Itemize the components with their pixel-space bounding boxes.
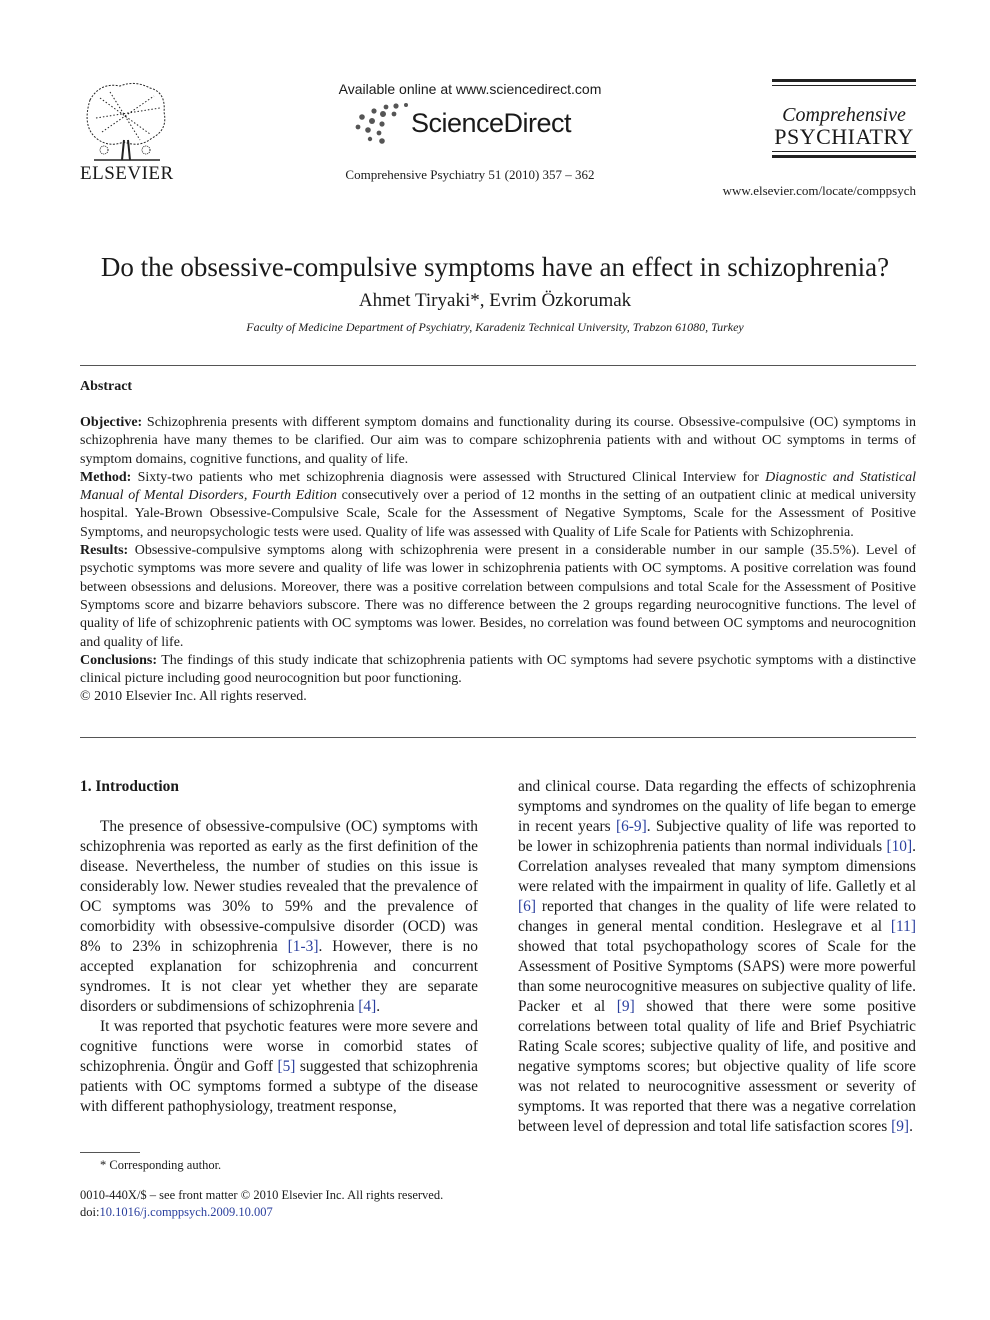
- journal-logo-line1: Comprehensive: [782, 104, 906, 126]
- citation-link[interactable]: [6]: [518, 898, 536, 915]
- abstract-objective: Objective: Schizophrenia presents with different symptom domains and functionality during its course. Obsessive-compulsive (OC) symptoms in schizophrenia have many themes to be clarified. Our aim was to compare schizophrenia patients with and without OC symptoms in terms of symptom domains, cognitive functions, and quality of life.: [80, 415, 917, 467]
- journal-logo-rule: [772, 79, 916, 82]
- intro-paragraph-2: It was reported that psychotic features were more severe and cognitive functions were worse in comorbid states of schizophrenia. Öngür and Goff [5] suggested that schizophrenia patients with OC symptoms formed a subtype of the disease with different pathophysiology, treatment response,: [80, 1018, 478, 1115]
- citation-link[interactable]: [5]: [277, 1058, 296, 1075]
- abstract-body: [80, 414, 916, 707]
- intro-paragraph-2-continued: and clinical course. Data regarding the effects of schizophrenia symptoms and syndromes on the quality of life began to emerge in recent years [6-9]. Subjective quality of life was reported to be lower in schizophrenia patients than normal individuals [10]. Correlation analyses revealed that many symptom dimensions were related with the impairment in quality of life. Galletly et al [6] reported that changes in the quality of life were related to changes in general mental condition. Heslegrave et al [11] showed that total psychopathology scores of Scale for the Assessment of Positive Symptoms (SAPS) were more powerful than some neurocognitive measures on subjective quality of life. Packer et al [9] showed that there were some positive correlations between total quality of life and Brief Psychiatric Rating Scale scores; subjective quality of life, and positive and negative symptoms scores; but objective quality of life score was not related to neurocognitive assessment or severity of symptoms. It was reported that there was a negative correlation between level of depression and total life satisfaction scores [9].: [518, 778, 916, 1135]
- citation-link[interactable]: [9]: [616, 998, 635, 1015]
- article-title: Do the obsessive-compulsive symptoms have an effect in schizophrenia?: [100, 252, 890, 282]
- journal-logo-rule: [772, 155, 916, 158]
- abstract-method: Method: Sixty-two patients who met schizophrenia diagnosis were assessed with Structured Clinical Interview for Diagnostic and Statistical Manual of Mental Disorders, Fourth Edition consecutively over a period of 12 months in the setting of an outpatient clinic at medical university hospital. Yale-Brown Obsessive-Compulsive Scale, Scale for the Assessment of Negative Symptoms, Scale for the Assessment of Positive Symptoms, and neuropsychologic tests were used. Quality of life was assessed with Quality of Life Scale for Patients with Schizophrenia.: [80, 469, 916, 540]
- corresponding-author-note: * Corresponding author.: [100, 1158, 222, 1172]
- citation-link[interactable]: [9]: [891, 1118, 910, 1135]
- abstract-bottom-rule: [80, 737, 916, 738]
- footnote-rule: [80, 1152, 140, 1153]
- author-affiliation: Faculty of Medicine Department of Psychiatry, Karadeniz Technical University, Trabzon 61080, Turkey: [246, 320, 744, 334]
- publisher-name: ELSEVIER: [80, 163, 174, 184]
- abstract-copyright: © 2010 Elsevier Inc. All rights reserved.: [80, 689, 307, 705]
- doi-link[interactable]: 10.1016/j.comppsych.2009.10.007: [99, 1205, 273, 1219]
- section-heading-introduction: 1. Introduction: [80, 778, 179, 795]
- left-column: [80, 777, 478, 1117]
- citation-link[interactable]: [4]: [358, 998, 377, 1015]
- available-online-text[interactable]: Available online at www.sciencedirect.com: [338, 81, 602, 97]
- journal-url[interactable]: www.elsevier.com/locate/comppsych: [722, 183, 916, 198]
- citation-link[interactable]: [6-9]: [615, 818, 647, 835]
- abstract-conclusions: Conclusions: The findings of this study indicate that schizophrenia patients with OC symptoms had severe psychotic symptoms with a distinctive clinical picture including good neurocognition but poor functioning.: [80, 652, 916, 687]
- abstract-results: Results: Obsessive-compulsive symptoms along with schizophrenia were present in a considerable number in our sample (35.5%). Level of psychotic symptoms was more severe and quality of life was lower in schizophrenia patients with OC symptoms. A positive correlation was found between obsessions and delusions. Moreover, there was a positive correlation between compulsions and total Scale for the Assessment of Positive Symptoms score and bizarre behaviors subscore. There was no difference between the 2 groups regarding neurocognitive functions. The level of quality of life of schizophrenic patients with OC symptoms was lower. Besides, no correlation was found between OC symptoms and neurocognition and quality of life.: [80, 543, 917, 650]
- citation-link[interactable]: [1-3]: [287, 938, 319, 955]
- journal-logo-rule: [772, 85, 916, 86]
- front-matter-note: 0010-440X/$ – see front matter © 2010 Elsevier Inc. All rights reserved. doi:10.1016/j.comppsych.2009.10.007: [80, 1188, 444, 1219]
- journal-logo-line2: PSYCHIATRY: [774, 124, 914, 149]
- journal-logo-rule: [772, 151, 916, 152]
- right-column: [518, 777, 916, 1137]
- abstract-top-rule: [80, 365, 916, 366]
- intro-paragraph-1: The presence of obsessive-compulsive (OC) symptoms with schizophrenia was reported as early as the first definition of the disease. Nevertheless, the number of studies on this issue is considerably low. Newer studies revealed that the prevalence of OC symptoms was 30% to 59% and the prevalence of comorbidity with obsessive-compulsive disorder (OCD) was 8% to 23% in schizophrenia [1-3]. However, there is no accepted explanation for schizophrenia and concurrent syndromes. It is not clear yet whether they are separate disorders or subdimensions of schizophrenia [4].: [80, 818, 478, 1015]
- journal-citation: Comprehensive Psychiatry 51 (2010) 357 – 362: [345, 167, 595, 182]
- sciencedirect-wordmark: ScienceDirect: [411, 108, 572, 138]
- citation-link[interactable]: [10]: [886, 838, 913, 855]
- abstract-heading: Abstract: [80, 379, 133, 394]
- article-authors: Ahmet Tiryaki*, Evrim Özkorumak: [358, 290, 632, 311]
- citation-link[interactable]: [11]: [890, 918, 916, 935]
